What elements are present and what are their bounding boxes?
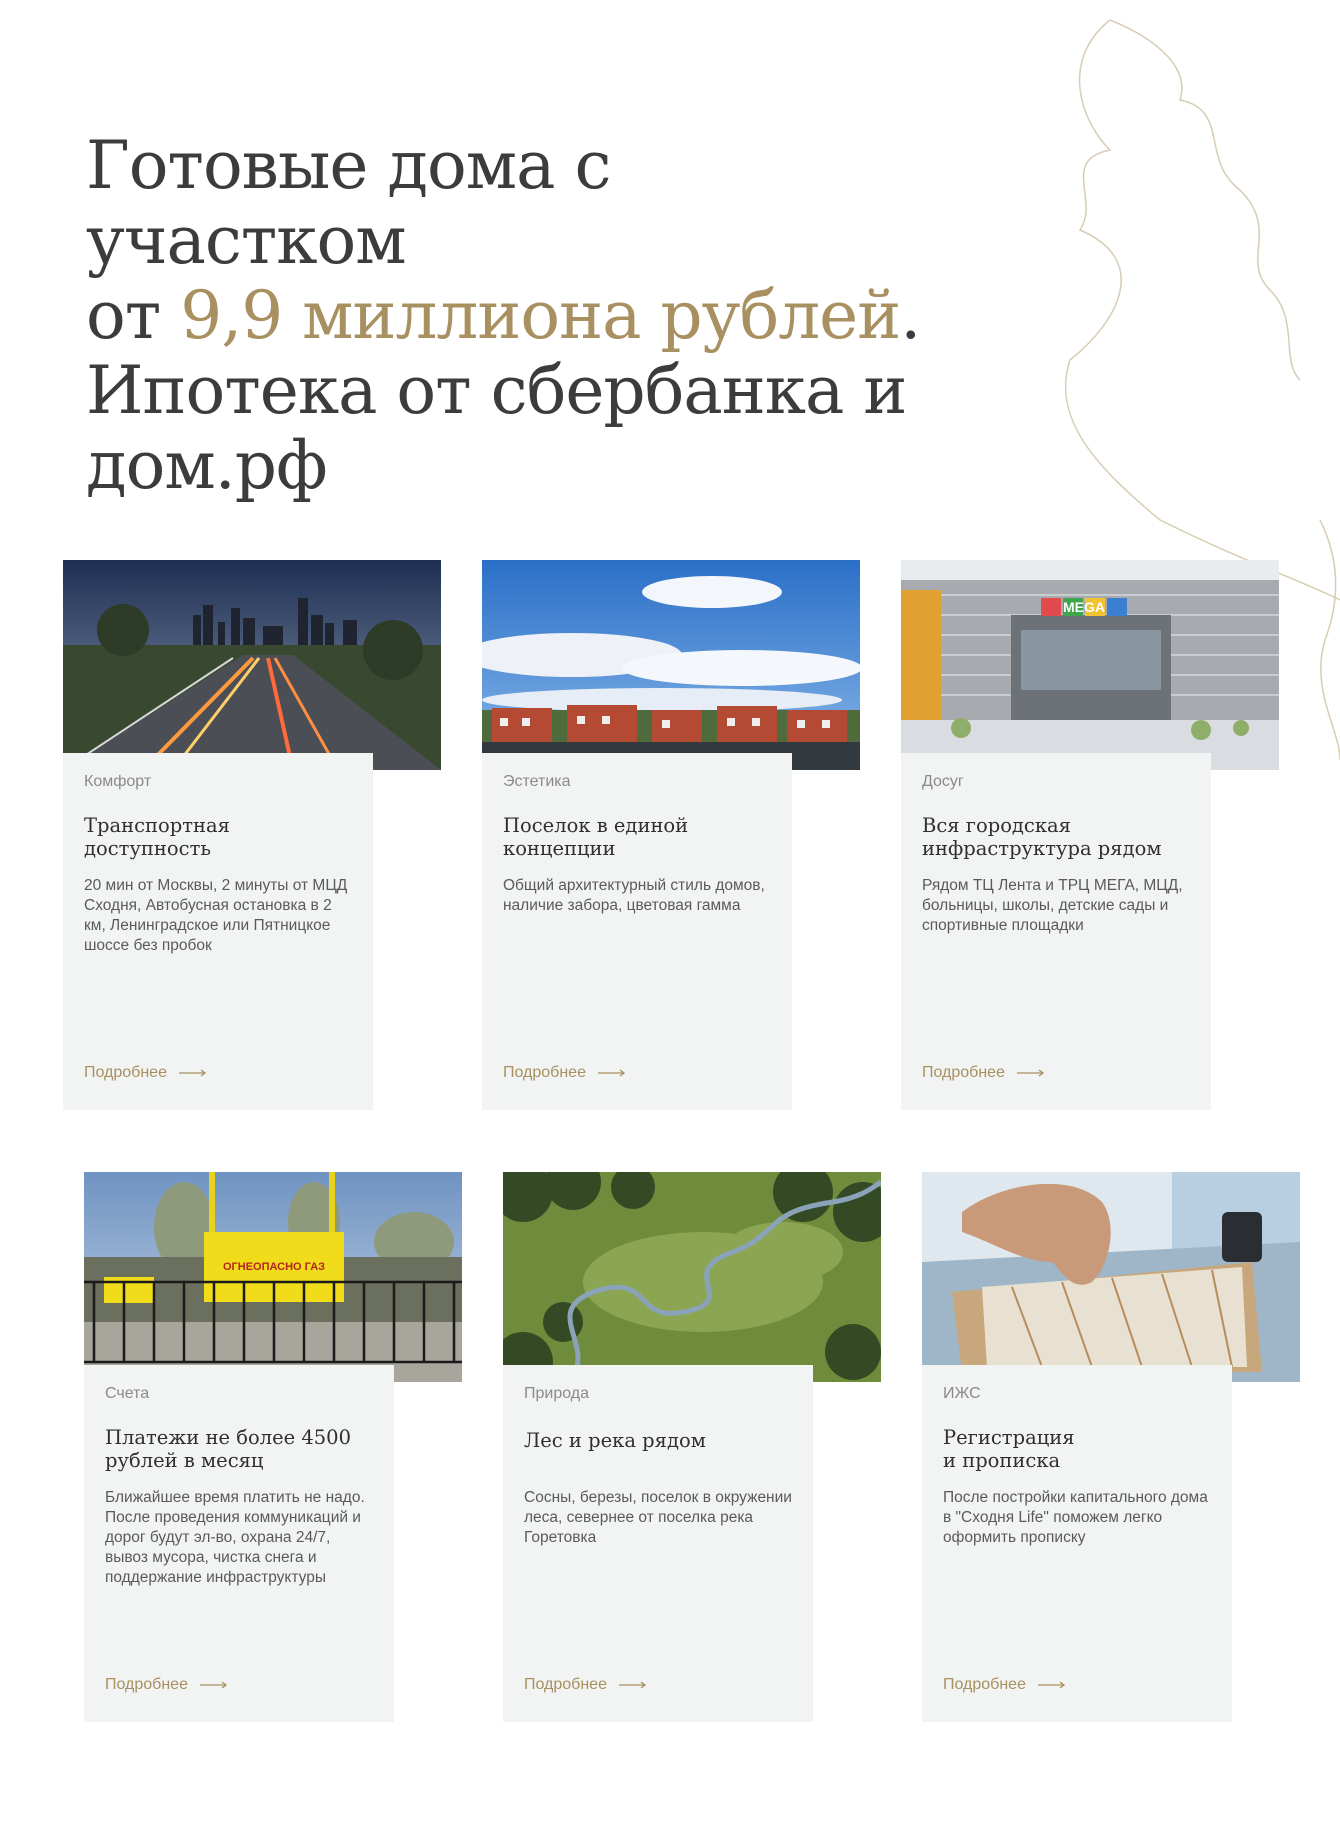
card-panel [901,753,1211,1110]
river-aerial-photo [503,1172,881,1382]
arrow-right-icon [1038,1681,1066,1689]
highway-city-photo [63,560,441,770]
page-headline [86,128,946,503]
card-description: Общий архитектурный стиль домов, наличие забора, цветовая гамма [503,877,765,914]
feature-card-payments [84,1172,462,1722]
headline-line-3: Ипотека от сбербанка и [86,352,907,429]
more-link[interactable]: Подробнее [84,1064,207,1082]
headline-line-1: Готовые дома с участком [86,127,611,279]
card-tag: Комфорт [84,773,152,790]
mall-photo [901,560,1279,770]
feature-card-aesthetics [482,560,860,1110]
svg-text:MEGA: MEGA [1063,599,1105,615]
card-panel [922,1365,1232,1722]
arrow-right-icon [200,1681,228,1689]
card-description: Сосны, березы, поселок в окружении леса, севернее от поселка река Горетовка [524,1489,792,1546]
headline-line-4: дом.рф [86,427,327,504]
card-title: Лес и река рядом [524,1429,706,1452]
card-title: Поселок в единой концепции [503,814,689,860]
card-panel [84,1365,394,1722]
card-panel [63,753,373,1110]
card-description: После постройки капитального дома в "Сходня Life" поможем легко оформить прописку [943,1489,1208,1546]
card-panel [482,753,792,1110]
more-link[interactable]: Подробнее [943,1676,1066,1694]
card-description: Ближайшее время платить не надо. После проведения коммуникаций и дорог будут эл-во, охрана 24/7, вывоз мусора, чистка снега и поддержание инфраструктуры [105,1489,365,1586]
card-tag: Счета [105,1385,150,1402]
svg-text:ОГНЕОПАСНО ГАЗ: ОГНЕОПАСНО ГАЗ [222,1261,326,1273]
card-panel [503,1365,813,1722]
townhouses-sky-photo [482,560,860,770]
feature-card-leisure [901,560,1279,1110]
card-tag: Досуг [922,773,964,790]
card-tag: Эстетика [503,773,571,790]
arrow-right-icon [179,1069,207,1077]
more-link[interactable]: Подробнее [922,1064,1045,1082]
arrow-right-icon [1017,1069,1045,1077]
feature-card-comfort [63,560,441,1110]
card-title: Регистрация и прописка [943,1426,1075,1472]
card-title: Платежи не более 4500 рублей в месяц [105,1426,351,1472]
card-title: Вся городская инфраструктура рядом [922,814,1162,860]
documents-folder-photo [922,1172,1300,1382]
card-tag: Природа [524,1385,590,1402]
more-link[interactable]: Подробнее [524,1676,647,1694]
headline-suffix: . [900,277,921,354]
feature-card-nature [503,1172,881,1722]
headline-prefix: от [86,277,181,354]
card-description: 20 мин от Москвы, 2 минуты от МЦД Сходня, Автобусная остановка в 2 км, Ленинградское или Пятницкое шоссе без пробок [84,877,348,954]
card-tag: ИЖС [943,1385,981,1402]
arrow-right-icon [619,1681,647,1689]
more-link[interactable]: Подробнее [105,1676,228,1694]
feature-card-registration [922,1172,1300,1722]
card-title: Транспортная доступность [84,814,230,860]
arrow-right-icon [598,1069,626,1077]
more-link[interactable]: Подробнее [503,1064,626,1082]
card-description: Рядом ТЦ Лента и ТРЦ МЕГА, МЦД, больницы, школы, детские сады и спортивные площадки [922,877,1183,934]
gas-station-photo [84,1172,462,1382]
headline-price: 9,9 миллиона рублей [180,277,901,354]
